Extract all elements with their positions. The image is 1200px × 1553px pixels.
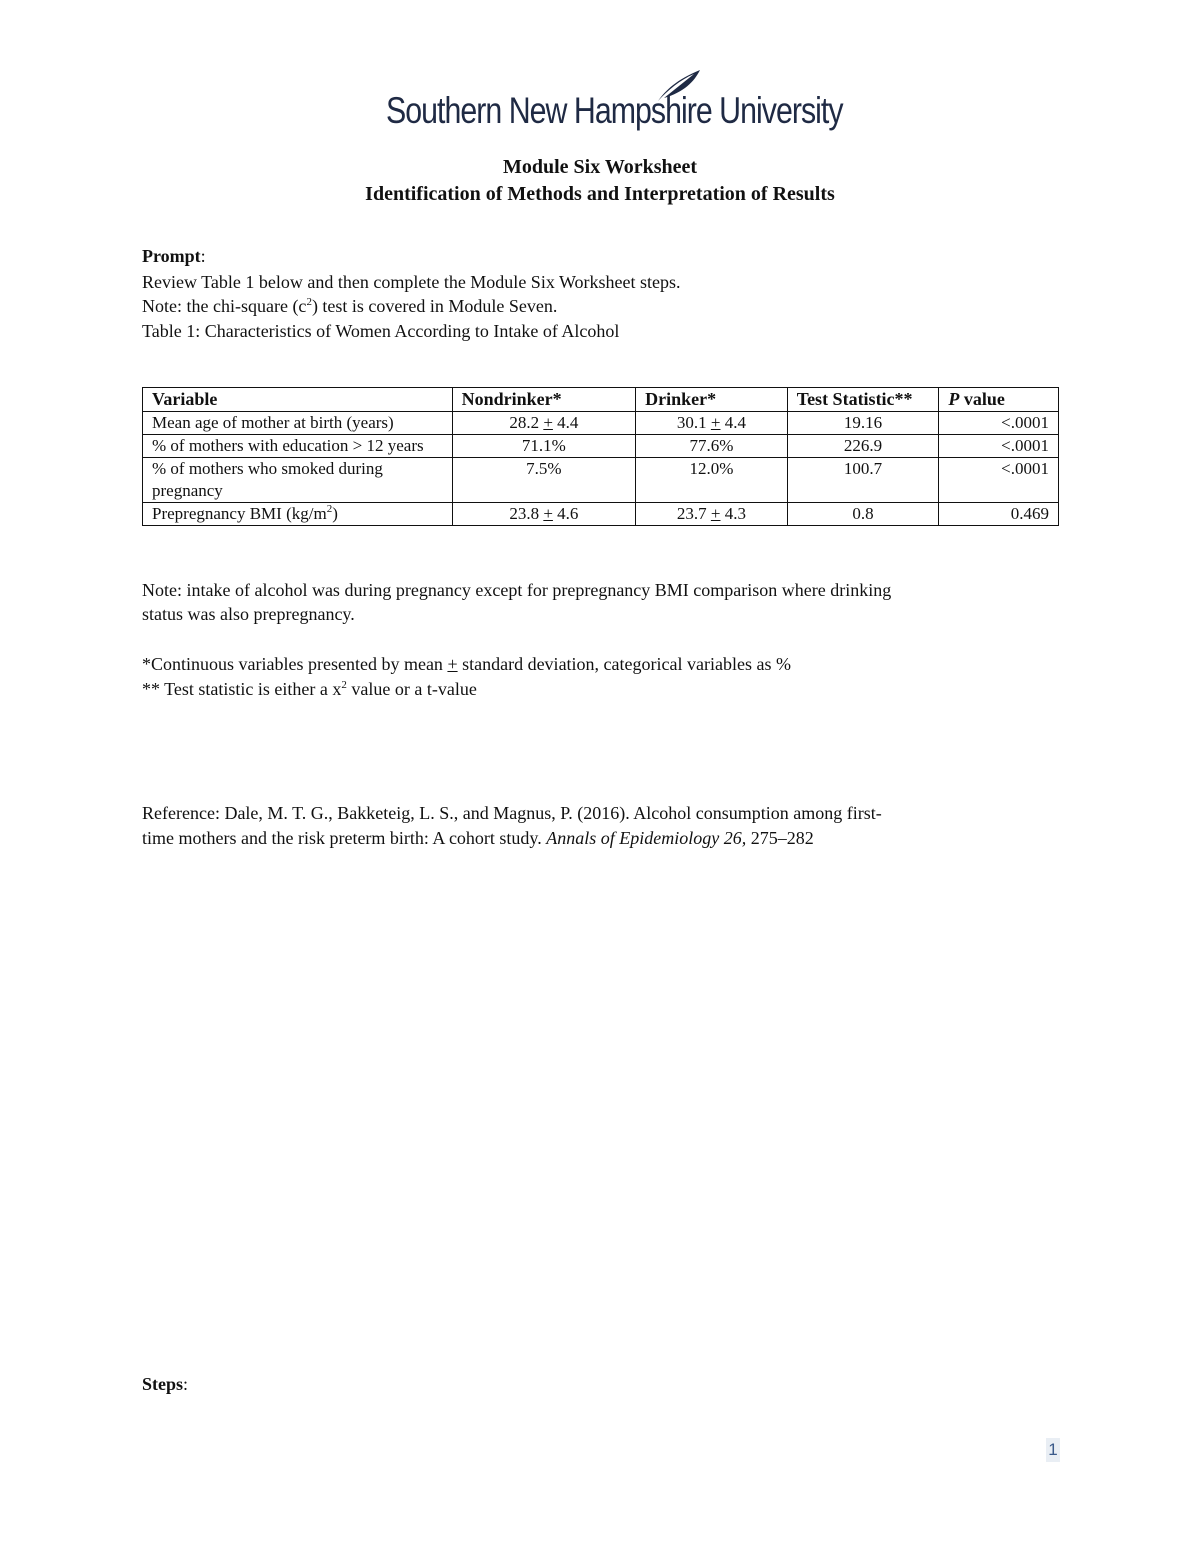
logo-wordmark: Southern New Hampshire University — [386, 90, 843, 131]
prompt-instruction: Review Table 1 below and then complete the Module Six Worksheet steps. — [142, 272, 681, 292]
cell-variable: Prepregnancy BMI $(kg/m^2)$ — [143, 503, 453, 526]
cell-test-statistic: 19.16 — [787, 412, 939, 435]
cell-variable: % of mothers who smoked during pregnancy — [143, 458, 453, 503]
cell-drinker: 23.7 + 4.3 — [636, 503, 788, 526]
table-row — [143, 435, 1059, 458]
cell-test-statistic: 100.7 — [787, 458, 939, 503]
cell-p-value: <.0001 — [939, 412, 1059, 435]
steps-heading: Steps: — [142, 1374, 189, 1394]
table-caption: Table 1: Characteristics of Women According to Intake of Alcohol — [142, 321, 620, 341]
reference-line-2: time mothers and the risk preterm birth: A cohort study. Annals of Epidemiology 26, 275–282 — [142, 828, 814, 848]
cell-nondrinker: 7.5% — [452, 458, 636, 503]
cell-test-statistic: 226.9 — [787, 435, 939, 458]
cell-p-value: 0.469 — [939, 503, 1059, 526]
cell-nondrinker: 71.1% — [452, 435, 636, 458]
cell-variable: % of mothers with education > 12 years — [143, 435, 453, 458]
cell-drinker: 30.1 + 4.4 — [636, 412, 788, 435]
header-variable: Variable — [143, 388, 453, 412]
header-drinker: Drinker* — [636, 388, 788, 412]
footnote-continuous-variables: *Continuous variables presented by mean + standard deviation, categorical variables as % — [142, 654, 791, 674]
cell-test-statistic: 0.8 — [787, 503, 939, 526]
document-subtitle: Identification of Methods and Interpretation of Results — [365, 183, 835, 205]
table-row — [143, 503, 1059, 526]
table-row — [143, 412, 1059, 435]
university-logo — [386, 68, 843, 140]
cell-nondrinker: 23.8 + 4.6 — [452, 503, 636, 526]
table-note-line-2: status was also prepregnancy. — [142, 604, 355, 624]
cell-p-value: <.0001 — [939, 458, 1059, 503]
page-number: 1 — [1046, 1438, 1060, 1462]
table-header-row — [143, 388, 1059, 412]
document-title: Module Six Worksheet — [502, 156, 698, 178]
cell-drinker: 12.0% — [636, 458, 788, 503]
cell-variable: Mean age of mother at birth (years) — [143, 412, 453, 435]
reference-line-1: Reference: Dale, M. T. G., Bakketeig, L. S., and Magnus, P. (2016). Alcohol consumption among first- — [142, 803, 882, 823]
header-p-value: P value — [939, 388, 1059, 412]
cell-nondrinker: 28.2 + 4.4 — [452, 412, 636, 435]
characteristics-table — [142, 387, 1059, 526]
header-nondrinker: Nondrinker* — [452, 388, 636, 412]
cell-drinker: 77.6% — [636, 435, 788, 458]
prompt-heading: Prompt: — [142, 246, 206, 266]
prompt-note: Note: the chi-square $(c^2)$ test is covered in Module Seven. — [142, 296, 558, 316]
footnote-test-statistic: ** Test statistic is either a $x^2$ value or a t-value — [142, 679, 477, 699]
cell-p-value: <.0001 — [939, 435, 1059, 458]
table-row — [143, 458, 1059, 503]
header-test-statistic: Test Statistic** — [787, 388, 939, 412]
table-note-line-1: Note: intake of alcohol was during pregnancy except for prepregnancy BMI comparison where drinking — [142, 580, 892, 600]
